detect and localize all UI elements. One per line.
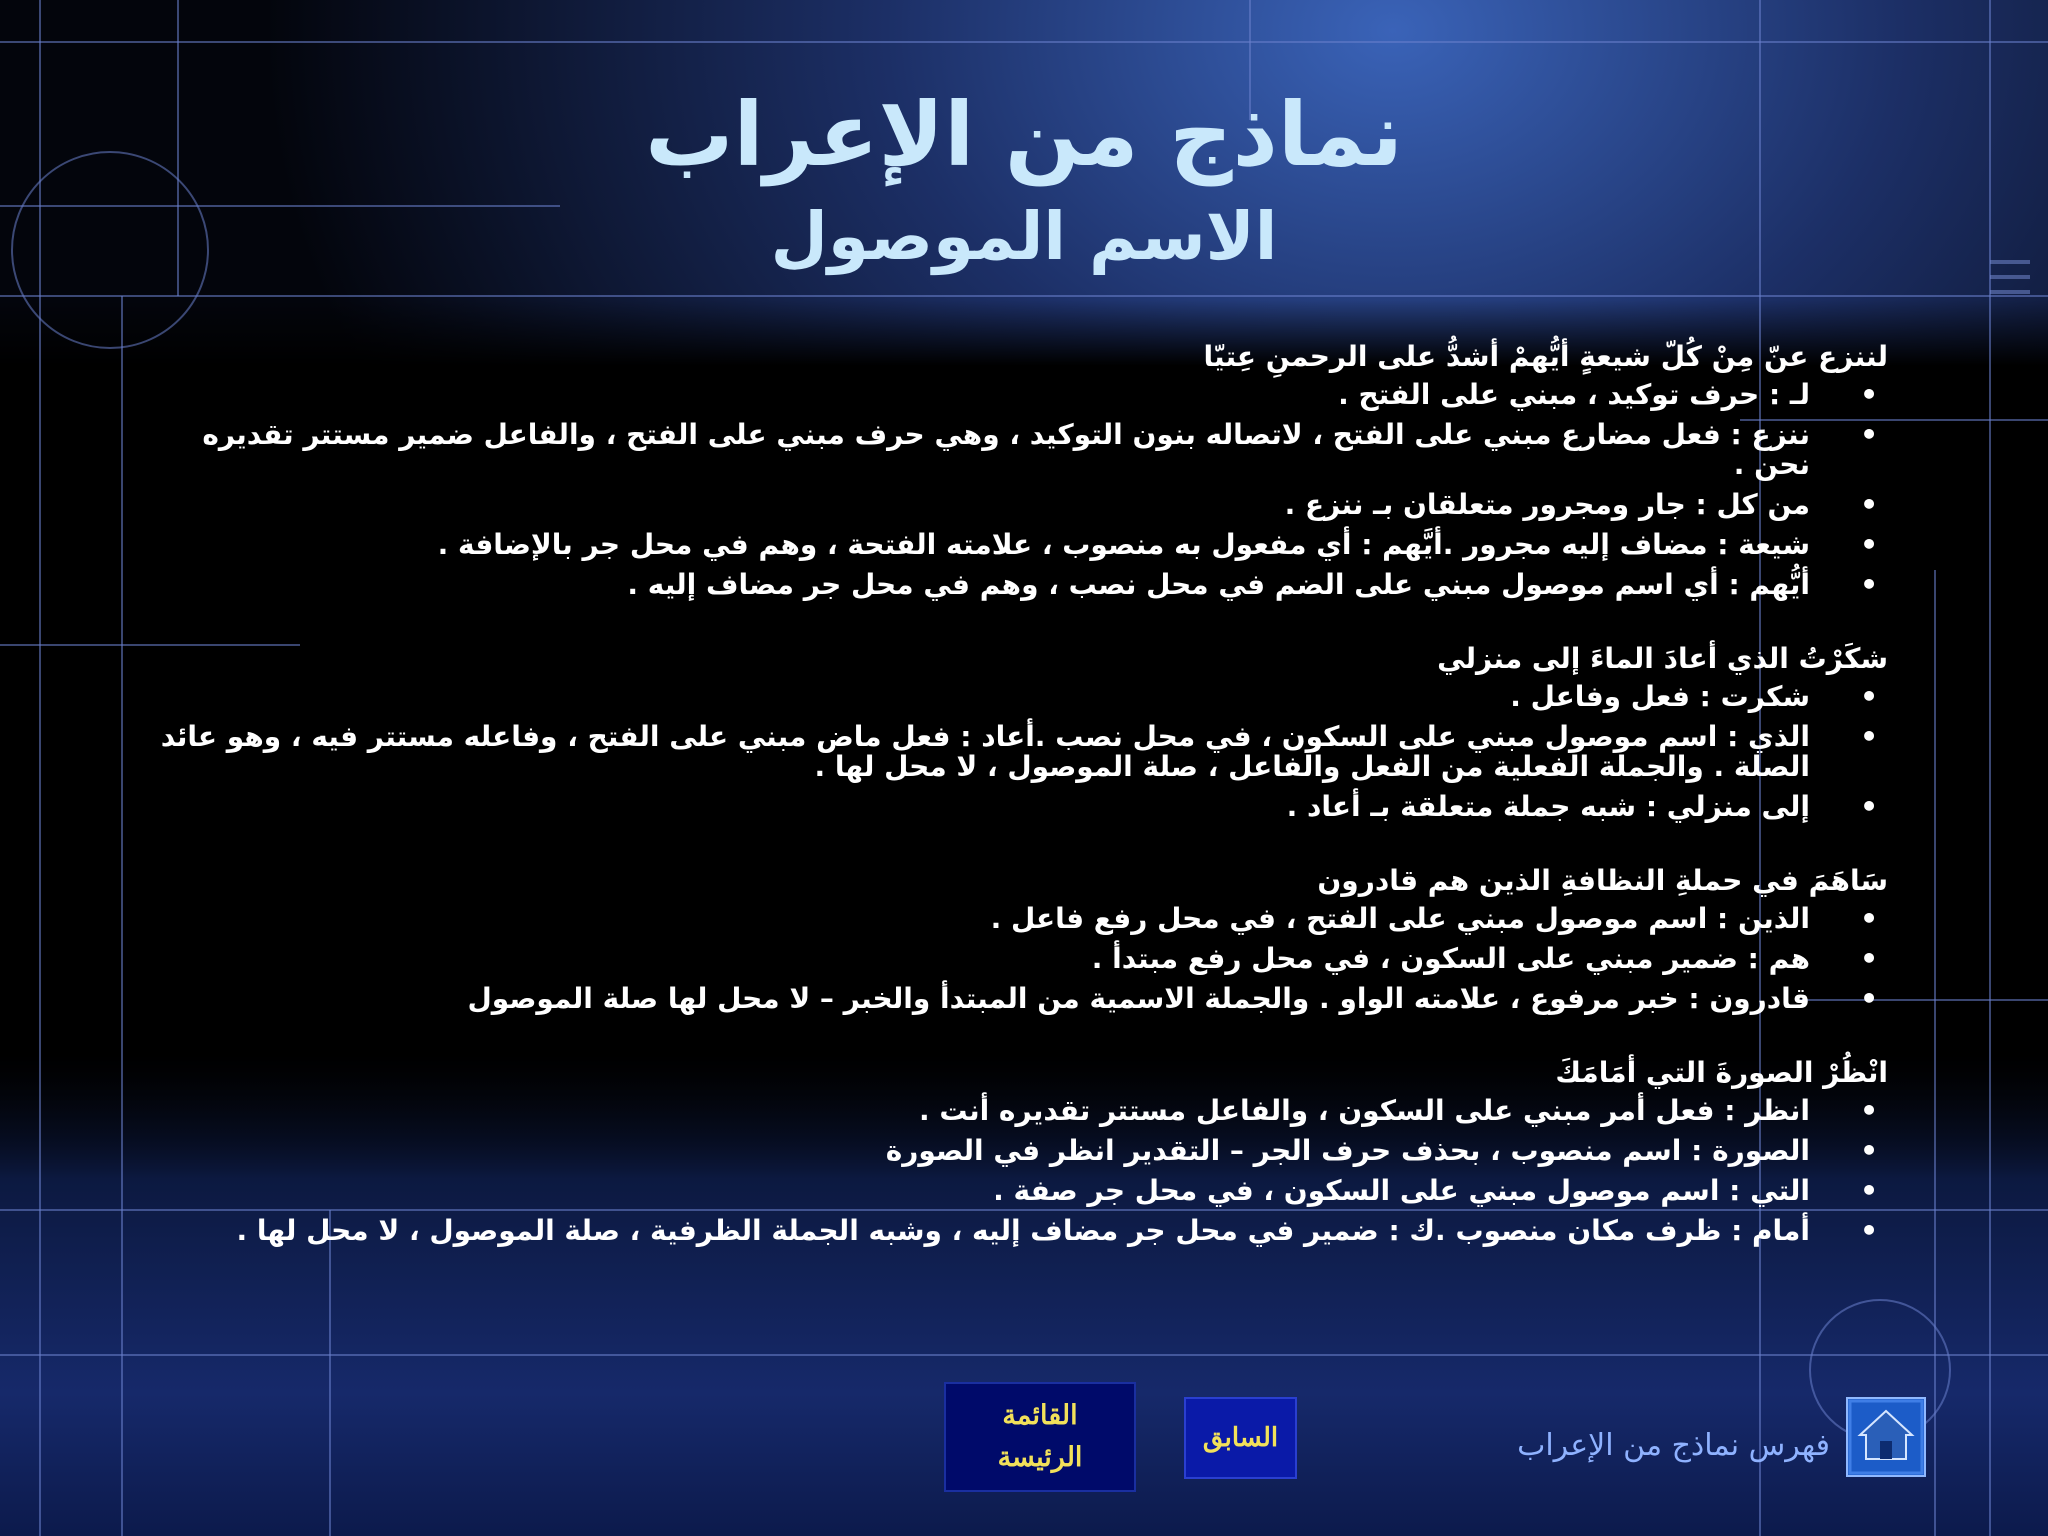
list-item: • قادرون : خبر مرفوع ، علامته الواو . والجملة الاسمية من المبتدأ والخبر – لا محل لها صلة الموصول	[148, 984, 1888, 1014]
list-item: • ننزع : فعل مضارع مبني على الفتح ، لاتصاله بنون التوكيد ، وهي حرف مبني على الفتح ، والفاعل ضمير مستتر تقديره نحن .	[148, 420, 1888, 480]
example-sentence: شكَرْتُ الذي أعادَ الماءَ إلى منزلي	[1437, 642, 1888, 675]
list-item: • إلى منزلي : شبه جملة متعلقة بـ أعاد .	[148, 792, 1888, 822]
main-menu-label-line1: القائمة	[1002, 1400, 1078, 1431]
slide-subtitle: الاسم الموصول	[770, 198, 1278, 275]
spacer	[148, 1024, 1888, 1058]
main-menu-button[interactable]	[944, 1382, 1136, 1492]
example-block	[148, 1058, 1888, 1246]
list-item: • الذين : اسم موصول مبني على الفتح ، في محل رفع فاعل .	[148, 904, 1888, 934]
slide-title: نماذج من الإعراب	[645, 83, 1403, 186]
home-icon	[1846, 1397, 1926, 1477]
examples-content	[148, 342, 1888, 1256]
spacer	[148, 610, 1888, 644]
example-sentence: لننزع عنّ مِنْ كُلّ شيعةٍ أيُّهمْ أشدُّ على الرحمنِ عِتيّا	[1203, 340, 1888, 373]
analysis-list	[148, 380, 1888, 600]
list-item: • الذي : اسم موصول مبني على السكون ، في محل نصب .أعاد : فعل ماض مبني على الفتح ، وفاعله مستتر فيه ، وهو عائد الصلة . والجملة الفعلية من الفعل والفاعل ، صلة الموصول ، لا محل لها .	[148, 722, 1888, 782]
list-item: • هم : ضمير مبني على السكون ، في محل رفع مبتدأ .	[148, 944, 1888, 974]
list-item: • الصورة : اسم منصوب ، بحذف حرف الجر – التقدير انظر في الصورة	[148, 1136, 1888, 1166]
analysis-list	[148, 1096, 1888, 1246]
index-link[interactable]: فهرس نماذج من الإعراب	[1517, 1428, 1830, 1463]
analysis-list	[148, 904, 1888, 1014]
previous-label: السابق	[1202, 1423, 1279, 1453]
spacer	[148, 832, 1888, 866]
list-item: • أمام : ظرف مكان منصوب .ك : ضمير في محل جر مضاف إليه ، وشبه الجملة الظرفية ، صلة الموصول ، لا محل لها .	[148, 1216, 1888, 1246]
home-button[interactable]	[1846, 1397, 1926, 1477]
example-sentence: انْظُرْ الصورةَ التي أمَامَكَ	[1555, 1056, 1888, 1089]
list-item: • شيعة : مضاف إليه مجرور .أيَّهم : أي مفعول به منصوب ، علامته الفتحة ، وهم في محل جر بالإضافة .	[148, 530, 1888, 560]
list-item: • أيُّهم : أي اسم موصول مبني على الضم في محل نصب ، وهم في محل جر مضاف إليه .	[148, 570, 1888, 600]
list-item: • شكرت : فعل وفاعل .	[148, 682, 1888, 712]
analysis-list	[148, 682, 1888, 822]
list-item: • التي : اسم موصول مبني على السكون ، في محل جر صفة .	[148, 1176, 1888, 1206]
example-block	[148, 866, 1888, 1014]
previous-button[interactable]	[1184, 1397, 1297, 1479]
main-menu-label	[998, 1395, 1083, 1479]
example-block	[148, 342, 1888, 600]
example-block	[148, 644, 1888, 822]
main-menu-label-line2: الرئيسة	[997, 1442, 1083, 1473]
example-sentence: سَاهَمَ في حملةِ النظافةِ الذين هم قادرون	[1317, 864, 1888, 897]
list-item: • انظر : فعل أمر مبني على السكون ، والفاعل مستتر تقديره أنت .	[148, 1096, 1888, 1126]
list-item: • لـ : حرف توكيد ، مبني على الفتح .	[148, 380, 1888, 410]
list-item: • من كل : جار ومجرور متعلقان بـ ننزع .	[148, 490, 1888, 520]
